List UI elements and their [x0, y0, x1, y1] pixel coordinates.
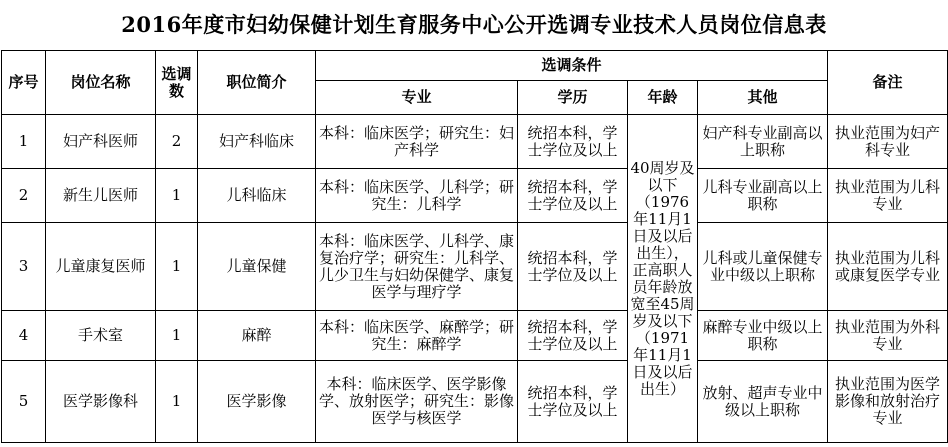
cell-other: 儿科或儿童保健专业中级以上职称	[698, 223, 828, 311]
cell-count: 1	[156, 223, 198, 311]
table-row	[2, 361, 948, 443]
cell-remark: 执业范围为外科专业	[828, 311, 948, 361]
cell-other: 放射、超声专业中级以上职称	[698, 361, 828, 443]
cell-seq: 3	[2, 223, 46, 311]
cell-education: 统招本科，学士学位及以上	[518, 115, 628, 169]
header-seq: 序号	[2, 51, 46, 115]
cell-major: 本科：临床医学、医学影像学、放射医学；研究生：影像医学与核医学	[316, 361, 518, 443]
cell-intro: 妇产科临床	[198, 115, 316, 169]
cell-count: 1	[156, 311, 198, 361]
header-row-1	[2, 51, 948, 81]
cell-education: 统招本科，学士学位及以上	[518, 223, 628, 311]
header-major: 专业	[316, 81, 518, 115]
cell-age: 40周岁及以下（1976年11月1日及以后出生），正高职人员年龄放宽至45周岁及以下（1971年11月1日及以后出生）	[628, 115, 698, 443]
cell-count: 1	[156, 361, 198, 443]
cell-intro: 儿童保健	[198, 223, 316, 311]
cell-remark: 执业范围为妇产科专业	[828, 115, 948, 169]
header-intro: 职位简介	[198, 51, 316, 115]
cell-count: 2	[156, 115, 198, 169]
cell-major: 本科：临床医学、麻醉学；研究生：麻醉学	[316, 311, 518, 361]
cell-seq: 5	[2, 361, 46, 443]
document-title: 2016年度市妇幼保健计划生育服务中心公开选调专业技术人员岗位信息表	[121, 12, 827, 37]
header-remark: 备注	[828, 51, 948, 115]
cell-remark: 执业范围为医学影像和放射治疗专业	[828, 361, 948, 443]
cell-post: 手术室	[46, 311, 156, 361]
cell-post: 儿童康复医师	[46, 223, 156, 311]
cell-seq: 2	[2, 169, 46, 223]
cell-major: 本科：临床医学、儿科学；研究生：儿科学	[316, 169, 518, 223]
cell-major: 本科：临床医学、儿科学、康复治疗学；研究生：儿科学、儿少卫生与妇幼保健学、康复医学与理疗学	[316, 223, 518, 311]
cell-education: 统招本科，学士学位及以上	[518, 311, 628, 361]
header-conditions: 选调条件	[316, 51, 828, 81]
cell-remark: 执业范围为儿科专业	[828, 169, 948, 223]
header-post: 岗位名称	[46, 51, 156, 115]
cell-other: 妇产科专业副高以上职称	[698, 115, 828, 169]
cell-education: 统招本科，学士学位及以上	[518, 361, 628, 443]
cell-post: 妇产科医师	[46, 115, 156, 169]
cell-major: 本科：临床医学；研究生：妇产科学	[316, 115, 518, 169]
table-row	[2, 223, 948, 311]
table-row	[2, 311, 948, 361]
cell-post: 医学影像科	[46, 361, 156, 443]
cell-seq: 1	[2, 115, 46, 169]
header-other: 其他	[698, 81, 828, 115]
cell-post: 新生儿医师	[46, 169, 156, 223]
header-count: 选调数	[156, 51, 198, 115]
cell-intro: 儿科临床	[198, 169, 316, 223]
position-info-table	[1, 50, 948, 443]
cell-intro: 麻醉	[198, 311, 316, 361]
header-age: 年龄	[628, 81, 698, 115]
table-row	[2, 169, 948, 223]
cell-other: 儿科专业副高以上职称	[698, 169, 828, 223]
cell-count: 1	[156, 169, 198, 223]
table-row	[2, 115, 948, 169]
cell-other: 麻醉专业中级以上职称	[698, 311, 828, 361]
cell-education: 统招本科，学士学位及以上	[518, 169, 628, 223]
cell-remark: 执业范围为儿科或康复医学专业	[828, 223, 948, 311]
cell-intro: 医学影像	[198, 361, 316, 443]
cell-seq: 4	[2, 311, 46, 361]
header-education: 学历	[518, 81, 628, 115]
